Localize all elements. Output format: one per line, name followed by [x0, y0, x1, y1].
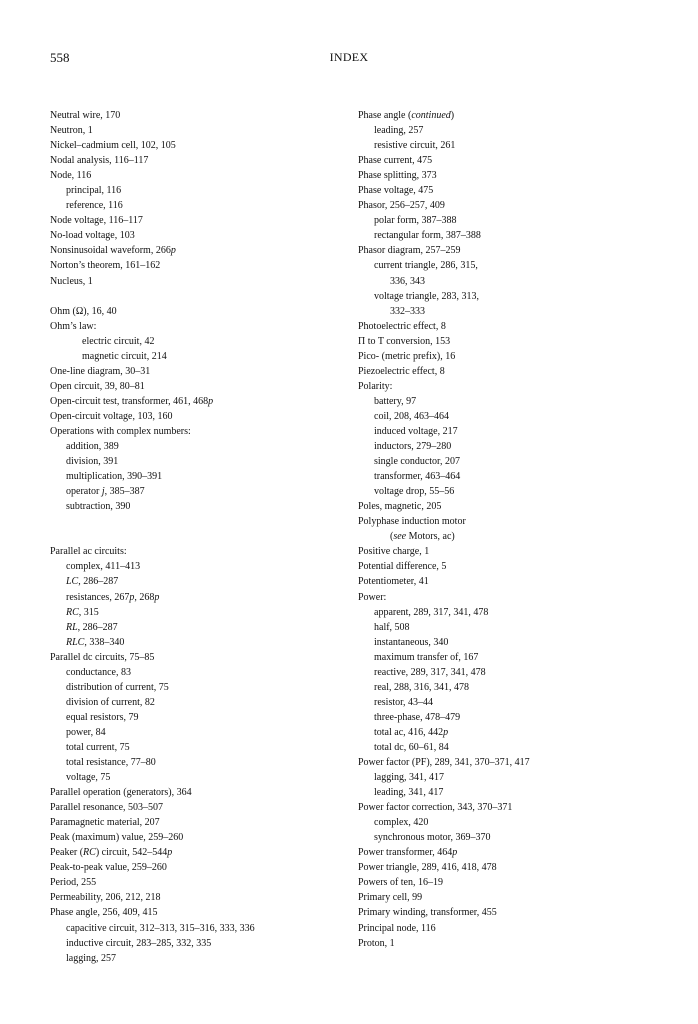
index-subentry: [358, 710, 658, 725]
index-entry: [50, 890, 330, 905]
entry-text: Node, 116: [50, 170, 92, 182]
entry-text: maximum transfer of, 167: [374, 651, 479, 663]
entry-text: distribution of current, 75: [66, 681, 169, 693]
entry-text: Parallel operation (generators), 364: [50, 787, 192, 799]
index-entry: [50, 424, 330, 439]
index-subentry: [50, 499, 330, 514]
entry-text: , 268: [134, 591, 155, 603]
index-subentry: [358, 409, 658, 424]
index-entry: [358, 845, 658, 860]
entry-text: real, 288, 316, 341, 478: [374, 681, 469, 693]
entry-text: total ac, 416, 442: [374, 726, 444, 738]
index-entry: [50, 785, 330, 800]
entry-text: complex, 411–413: [66, 561, 141, 573]
entry-text: lagging, 257: [66, 952, 116, 964]
entry-text: Parallel resonance, 503–507: [50, 802, 164, 814]
index-entry: [50, 845, 330, 860]
entry-text: resistances, 267: [66, 591, 130, 603]
entry-text: lagging, 341, 417: [374, 772, 444, 784]
index-subentry: [50, 574, 330, 589]
index-subentry: [50, 740, 330, 755]
index-subentry: [358, 123, 658, 138]
index-entry: [358, 755, 658, 770]
index-subentry: [358, 815, 658, 830]
index-subentry: [358, 605, 658, 620]
index-entry: [50, 168, 330, 183]
entry-text: , 286–287: [78, 576, 119, 588]
index-subentry: [50, 635, 330, 650]
index-entry: [358, 574, 658, 589]
index-entry: [50, 138, 330, 153]
entry-text: Period, 255: [50, 877, 97, 889]
entry-text: induced voltage, 217: [374, 425, 458, 437]
index-entry: [358, 936, 658, 951]
entry-text: inductive circuit, 283–285, 332, 335: [66, 937, 212, 949]
index-subentry: [358, 620, 658, 635]
index-subentry: [358, 289, 658, 304]
index-entry: [358, 544, 658, 559]
index-subentry: [50, 484, 330, 499]
entry-text: Neutron, 1: [50, 125, 93, 137]
entry-text: complex, 420: [374, 817, 429, 829]
entry-text: magnetic circuit, 214: [82, 350, 167, 362]
index-subentry: [358, 785, 658, 800]
index-entry: [358, 559, 658, 574]
index-entry: [50, 228, 330, 243]
running-head: INDEX: [329, 50, 369, 64]
entry-text: polar form, 387–388: [374, 215, 457, 227]
entry-text: Phase angle (: [358, 110, 412, 121]
index-entry: [358, 319, 658, 334]
entry-text: Nodal analysis, 116–117: [50, 155, 149, 167]
index-subentry: [50, 921, 330, 936]
entry-text: total current, 75: [66, 741, 130, 753]
index-subentry: [358, 529, 658, 544]
entry-text: Photoelectric effect, 8: [358, 320, 446, 332]
index-entry: [358, 890, 658, 905]
index-entry: [50, 108, 330, 123]
index-entry: [358, 183, 658, 198]
entry-gap: [50, 529, 330, 544]
entry-text: Principal node, 116: [358, 922, 436, 934]
entry-gap: [50, 289, 330, 304]
entry-text: , 286–287: [77, 621, 118, 633]
entry-text: capacitive circuit, 312–313, 315–316, 333, 336: [66, 922, 255, 934]
index-subentry: [50, 936, 330, 951]
index-subentry: [50, 695, 330, 710]
entry-text: Neutral wire, 170: [50, 110, 121, 121]
entry-text: Power transformer, 464: [358, 847, 453, 859]
entry-gap: [50, 514, 330, 529]
entry-text: Power triangle, 289, 416, 418, 478: [358, 862, 497, 874]
entry-text: inductors, 279–280: [374, 441, 452, 453]
index-entry: [50, 905, 330, 920]
index-subentry: [50, 605, 330, 620]
index-subentry: [50, 951, 330, 966]
index-entry: [358, 198, 658, 213]
entry-italic-text: p: [167, 847, 173, 859]
index-entry: [358, 379, 658, 394]
entry-text: three-phase, 478–479: [374, 711, 461, 723]
entry-text: equal resistors, 79: [66, 711, 139, 723]
entry-text: Norton’s theorem, 161–162: [50, 260, 161, 272]
index-entry: [50, 650, 330, 665]
entry-text: Nucleus, 1: [50, 275, 93, 287]
index-subentry: [50, 710, 330, 725]
index-entry: [50, 379, 330, 394]
entry-text: half, 508: [374, 621, 410, 633]
entry-text: conductance, 83: [66, 666, 131, 678]
index-entry: [358, 499, 658, 514]
entry-text: Nonsinusoidal waveform, 266: [50, 245, 171, 257]
entry-text: division of current, 82: [66, 696, 155, 708]
index-entry: [358, 364, 658, 379]
index-subentry: [358, 770, 658, 785]
entry-text: principal, 116: [66, 185, 122, 197]
index-entry: [358, 349, 658, 364]
page-number: 558: [50, 50, 70, 65]
index-subentry: [50, 334, 330, 349]
entry-text: Proton, 1: [358, 937, 395, 949]
entry-text: reference, 116: [66, 200, 123, 212]
entry-text: voltage triangle, 283, 313,: [374, 290, 479, 302]
entry-text: Polarity:: [358, 380, 393, 392]
index-subentry: [358, 469, 658, 484]
entry-text: Power factor correction, 343, 370–371: [358, 802, 513, 814]
index-entry: [358, 108, 658, 123]
entry-text: Peaker (: [50, 847, 84, 859]
entry-text: single conductor, 207: [374, 456, 460, 468]
index-subentry: [358, 725, 658, 740]
entry-text: Parallel dc circuits, 75–85: [50, 651, 155, 663]
entry-text: current triangle, 286, 315,: [374, 260, 478, 272]
entry-text: Π to T conversion, 153: [358, 335, 451, 347]
entry-text: battery, 97: [374, 395, 417, 407]
index-entry: [50, 258, 330, 273]
entry-text: Open-circuit test, transformer, 461, 468: [50, 395, 209, 407]
entry-text: One-line diagram, 30–31: [50, 365, 151, 377]
index-subentry: [50, 559, 330, 574]
index-entry: [50, 243, 330, 258]
index-subentry: [358, 213, 658, 228]
index-subentry: [358, 695, 658, 710]
entry-text: , 315: [78, 606, 99, 618]
entry-text: addition, 389: [66, 441, 119, 453]
entry-text: Pico- (metric prefix), 16: [358, 350, 456, 362]
entry-italic-text: j: [101, 486, 105, 498]
index-subentry: [50, 755, 330, 770]
entry-italic-text: p: [129, 591, 135, 603]
entry-text: Paramagnetic material, 207: [50, 817, 160, 829]
entry-text: Phasor, 256–257, 409: [358, 200, 445, 212]
entry-italic-text: RL: [66, 621, 78, 633]
entry-text: Permeability, 206, 212, 218: [50, 892, 161, 904]
entry-italic-text: LC: [66, 576, 79, 588]
entry-text: 332–333: [390, 305, 425, 317]
index-entry: [50, 875, 330, 890]
entry-text: ) circuit, 542–544: [95, 847, 168, 859]
index-entry: [50, 364, 330, 379]
index-subentry: [358, 830, 658, 845]
entry-italic-text: RLC: [66, 636, 85, 648]
entry-text: Motors, ac): [406, 531, 455, 543]
entry-text: transformer, 463–464: [374, 471, 461, 483]
entry-text: Primary winding, transformer, 455: [358, 907, 497, 919]
index-subentry: [358, 304, 658, 319]
index-subentry: [50, 620, 330, 635]
index-entry: [358, 590, 658, 605]
entry-italic-text: p: [443, 726, 449, 738]
entry-text: resistive circuit, 261: [374, 140, 456, 152]
index-subentry: [358, 665, 658, 680]
index-subentry: [358, 258, 658, 273]
index-entry: [358, 153, 658, 168]
index-entry: [50, 409, 330, 424]
entry-text: total resistance, 77–80: [66, 757, 156, 769]
entry-text: Phase splitting, 373: [358, 170, 437, 182]
index-entry: [50, 274, 330, 289]
entry-text: voltage drop, 55–56: [374, 486, 455, 498]
index-subentry: [50, 183, 330, 198]
index-column-right: [358, 108, 658, 951]
entry-text: Peak-to-peak value, 259–260: [50, 862, 167, 874]
entry-text: Phase current, 475: [358, 155, 433, 167]
entry-italic-text: RC: [66, 606, 79, 618]
entry-text: apparent, 289, 317, 341, 478: [374, 606, 489, 618]
index-subentry: [50, 770, 330, 785]
index-subentry: [50, 349, 330, 364]
entry-text: Potentiometer, 41: [358, 576, 429, 588]
entry-text: Ohm’s law:: [50, 320, 97, 332]
entry-text: ): [450, 110, 455, 121]
index-entry: [358, 800, 658, 815]
index-entry: [50, 213, 330, 228]
entry-text: total dc, 60–61, 84: [374, 741, 449, 753]
index-subentry: [50, 469, 330, 484]
index-entry: [50, 123, 330, 138]
entry-text: Operations with complex numbers:: [50, 425, 191, 437]
entry-text: operator: [66, 486, 102, 498]
entry-text: subtraction, 390: [66, 501, 131, 513]
entry-text: Polyphase induction motor: [358, 516, 466, 528]
index-subentry: [50, 590, 330, 605]
entry-text: leading, 341, 417: [374, 787, 444, 799]
entry-italic-text: see: [393, 531, 407, 543]
entry-italic-text: RC: [83, 847, 96, 859]
entry-text: Open-circuit voltage, 103, 160: [50, 410, 173, 422]
entry-text: coil, 208, 463–464: [374, 410, 449, 422]
entry-italic-text: p: [154, 591, 160, 603]
index-entry: [358, 243, 658, 258]
index-entry: [50, 815, 330, 830]
index-subentry: [50, 665, 330, 680]
entry-text: Nickel–cadmium cell, 102, 105: [50, 140, 176, 152]
entry-text: rectangular form, 387–388: [374, 230, 481, 242]
index-entry: [358, 168, 658, 183]
entry-text: Phasor diagram, 257–259: [358, 245, 461, 257]
index-entry: [358, 921, 658, 936]
entry-italic-text: p: [452, 847, 458, 859]
index-entry: [50, 830, 330, 845]
index-subentry: [50, 725, 330, 740]
index-entry: [358, 860, 658, 875]
index-entry: [358, 334, 658, 349]
entry-text: Ohm (Ω), 16, 40: [50, 305, 117, 317]
index-subentry: [358, 650, 658, 665]
entry-text: leading, 257: [374, 125, 424, 137]
entry-text: Potential difference, 5: [358, 561, 447, 573]
index-subentry: [50, 198, 330, 213]
index-entry: [50, 394, 330, 409]
entry-text: voltage, 75: [66, 772, 111, 784]
entry-text: Primary cell, 99: [358, 892, 423, 904]
entry-italic-text: p: [208, 395, 214, 407]
index-entry: [358, 905, 658, 920]
index-subentry: [358, 484, 658, 499]
entry-text: instantaneous, 340: [374, 636, 449, 648]
entry-text: Power factor (PF), 289, 341, 370–371, 417: [358, 757, 530, 769]
entry-text: Parallel ac circuits:: [50, 546, 127, 558]
index-entry: [50, 304, 330, 319]
index-subentry: [358, 138, 658, 153]
index-entry: [358, 514, 658, 529]
index-subentry: [50, 680, 330, 695]
entry-text: synchronous motor, 369–370: [374, 832, 491, 844]
entry-italic-text: p: [170, 245, 176, 257]
index-entry: [50, 319, 330, 334]
index-subentry: [358, 274, 658, 289]
entry-text: (: [390, 531, 394, 543]
index-subentry: [358, 228, 658, 243]
entry-text: , 385–387: [104, 486, 145, 498]
index-subentry: [50, 439, 330, 454]
entry-text: 336, 343: [390, 275, 425, 287]
entry-text: Power:: [358, 591, 387, 603]
entry-text: No-load voltage, 103: [50, 230, 135, 242]
entry-text: power, 84: [66, 726, 106, 738]
entry-text: Phase voltage, 475: [358, 185, 434, 197]
entry-text: multiplication, 390–391: [66, 471, 163, 483]
entry-text: Powers of ten, 16–19: [358, 877, 443, 889]
index-subentry: [50, 454, 330, 469]
entry-text: , 338–340: [84, 636, 125, 648]
index-entry: [50, 544, 330, 559]
index-subentry: [358, 394, 658, 409]
index-subentry: [358, 454, 658, 469]
index-column-left: [50, 108, 330, 966]
entry-italic-text: continued: [411, 110, 451, 121]
index-subentry: [358, 635, 658, 650]
index-subentry: [358, 680, 658, 695]
entry-text: Piezoelectric effect, 8: [358, 365, 445, 377]
index-subentry: [358, 740, 658, 755]
entry-text: Peak (maximum) value, 259–260: [50, 832, 184, 844]
entry-text: Phase angle, 256, 409, 415: [50, 907, 158, 919]
index-entry: [50, 153, 330, 168]
index-entry: [50, 860, 330, 875]
index-entry: [50, 800, 330, 815]
entry-text: Open circuit, 39, 80–81: [50, 380, 145, 392]
index-subentry: [358, 424, 658, 439]
entry-text: division, 391: [66, 456, 119, 468]
entry-text: resistor, 43–44: [374, 696, 434, 708]
entry-text: Poles, magnetic, 205: [358, 501, 442, 513]
index-subentry: [358, 439, 658, 454]
entry-text: Positive charge, 1: [358, 546, 430, 558]
entry-text: reactive, 289, 317, 341, 478: [374, 666, 486, 678]
index-entry: [358, 875, 658, 890]
entry-text: Node voltage, 116–117: [50, 215, 143, 227]
entry-text: electric circuit, 42: [82, 335, 155, 347]
